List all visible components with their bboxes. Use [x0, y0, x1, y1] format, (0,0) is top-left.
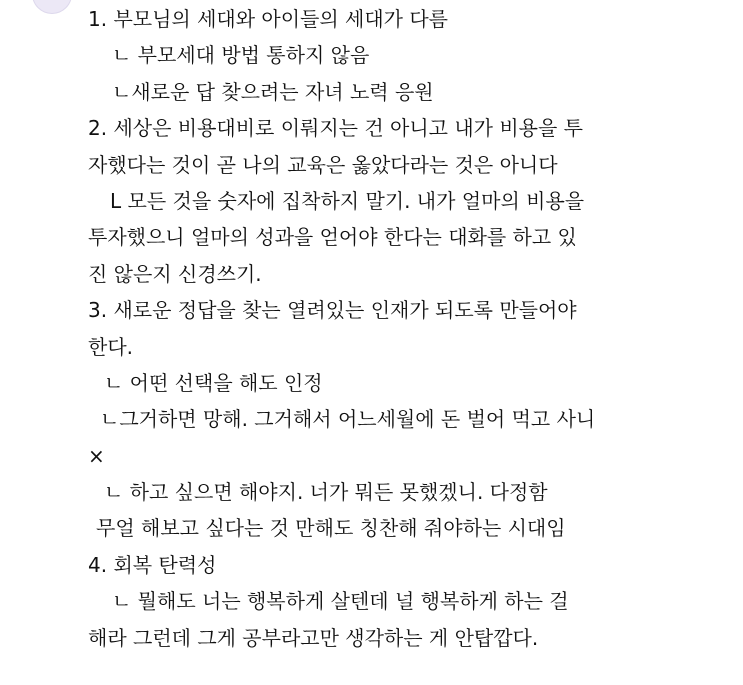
- note-line-14: ㄴ 하고 싶으면 해야지. 너가 뭐든 못했겠니. 다정함: [104, 480, 548, 505]
- note-body: [88, 1, 734, 656]
- note-line-18: 해라 그런데 그게 공부라고만 생각하는 게 안탑깝다.: [88, 625, 539, 650]
- note-line-13: ×: [88, 443, 105, 468]
- note-line-12: ㄴ그거하면 망해. 그거해서 어느세월에 돈 벌어 먹고 사니: [100, 407, 596, 432]
- note-line-2: ㄴ 부모세대 방법 통하지 않음: [112, 43, 370, 68]
- note-line-8: 진 않은지 신경쓰기.: [88, 261, 262, 286]
- note-line-5: 자했다는 것이 곧 나의 교육은 옳았다라는 것은 아니다: [88, 152, 558, 177]
- note-line-10: 한다.: [88, 334, 133, 359]
- note-line-7: 투자했으니 얼마의 성과을 얻어야 한다는 대화를 하고 있: [88, 225, 577, 250]
- avatar: [32, 0, 72, 14]
- note-line-16: 4. 회복 탄력성: [88, 552, 217, 577]
- note-line-3: ㄴ새로운 답 찾으려는 자녀 노력 응원: [112, 79, 434, 104]
- note-line-6: L 모든 것을 숫자에 집착하지 말기. 내가 얼마의 비용을: [110, 188, 585, 213]
- note-line-15: 무얼 해보고 싶다는 것 만해도 칭찬해 줘야하는 시대임: [96, 516, 566, 541]
- note-line-9: 3. 새로운 정답을 찾는 열려있는 인재가 되도록 만들어야: [88, 298, 577, 323]
- note-line-4: 2. 세상은 비용대비로 이뤄지는 건 아니고 내가 비용을 투: [88, 116, 583, 141]
- note-line-17: ㄴ 뭘해도 너는 행복하게 살텐데 널 행복하게 하는 걸: [112, 589, 569, 614]
- note-line-11: ㄴ 어떤 선택을 해도 인정: [104, 370, 323, 395]
- note-line-1: 1. 부모님의 세대와 아이들의 세대가 다름: [88, 7, 448, 31]
